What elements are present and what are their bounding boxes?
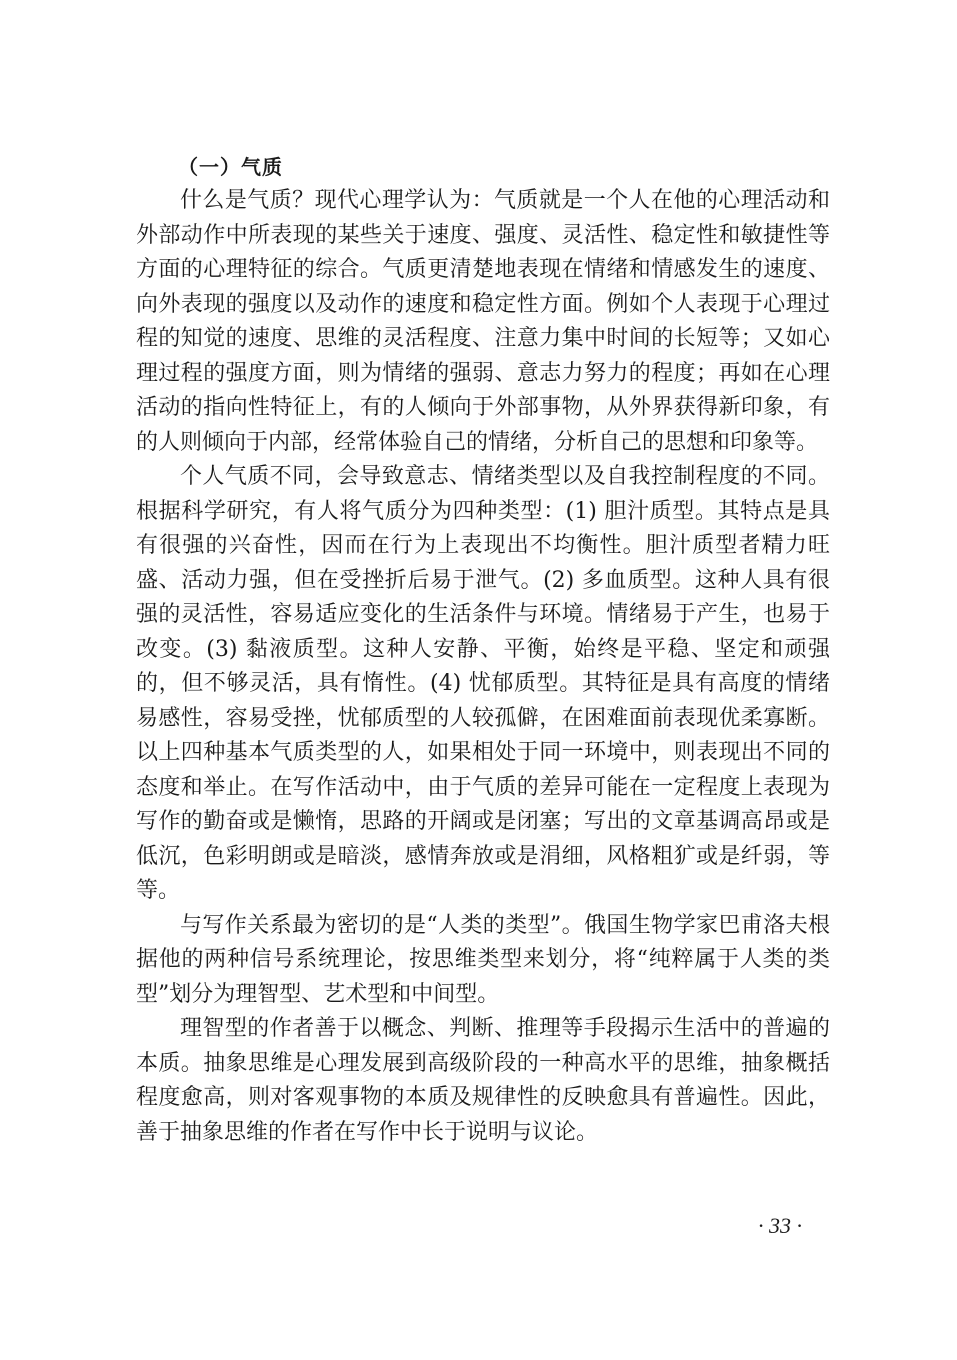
paragraph-1: 什么是气质？现代心理学认为：气质就是一个人在他的心理活动和外部动作中所表现的某些关于速度、强度、灵活性、稳定性和敏捷性等方面的心理特征的综合。气质更清楚地表现在情绪和情感发生的速度、向外表现的强度以及动作的速度和稳定性方面。例如个人表现于心理过程的知觉的速度、思维的灵活程度、注意力集中时间的长短等；又如心理过程的强度方面，则为情绪的强弱、意志力努力的程度；再如在心理活动的指向性特征上，有的人倾向于外部事物，从外界获得新印象，有的人则倾向于内部，经常体验自己的情绪，分析自己的思想和印象等。 [136,188,830,455]
paragraph-2: 个人气质不同，会导致意志、情绪类型以及自我控制程度的不同。根据科学研究，有人将气质分为四种类型：(1) 胆汁质型。其特点是具有很强的兴奋性，因而在行为上表现出不均衡性。胆汁质型者精力旺盛、活动力强，但在受挫折后易于泄气。(2) 多血质型。这种人具有很强的灵活性，容易适应变化的生活条件与环境。情绪易于产生，也易于改变。(3) 黏液质型。这种人安静、平衡，始终是平稳、坚定和顽强的，但不够灵活，具有惰性。(4) 忧郁质型。其特征是具有高度的情绪易感性，容易受挫，忧郁质型的人较孤僻，在困难面前表现优柔寡断。以上四种基本气质类型的人，如果相处于同一环境中，则表现出不同的态度和举止。在写作活动中，由于气质的差异可能在一定程度上表现为写作的勤奋或是懒惰，思路的开阔或是闭塞；写出的文章基调高昂或是低沉，色彩明朗或是暗淡，感情奔放或是涓细，风格粗犷或是纤弱，等等。 [136,464,830,903]
section-heading: （一）气质 [178,155,283,179]
page-number: · 33 · [758,1213,802,1238]
paragraph-3: 与写作关系最为密切的是“人类的类型”。俄国生物学家巴甫洛夫根据他的两种信号系统理论，按思维类型来划分，将“纯粹属于人类的类型”划分为理智型、艺术型和中间型。 [136,912,830,1007]
page-body [136,150,830,1150]
paragraph-4: 理智型的作者善于以概念、判断、推理等手段揭示生活中的普遍的本质。抽象思维是心理发展到高级阶段的一种高水平的思维，抽象概括程度愈高，则对客观事物的本质及规律性的反映愈具有普遍性。因此，善于抽象思维的作者在写作中长于说明与议论。 [136,1016,830,1145]
